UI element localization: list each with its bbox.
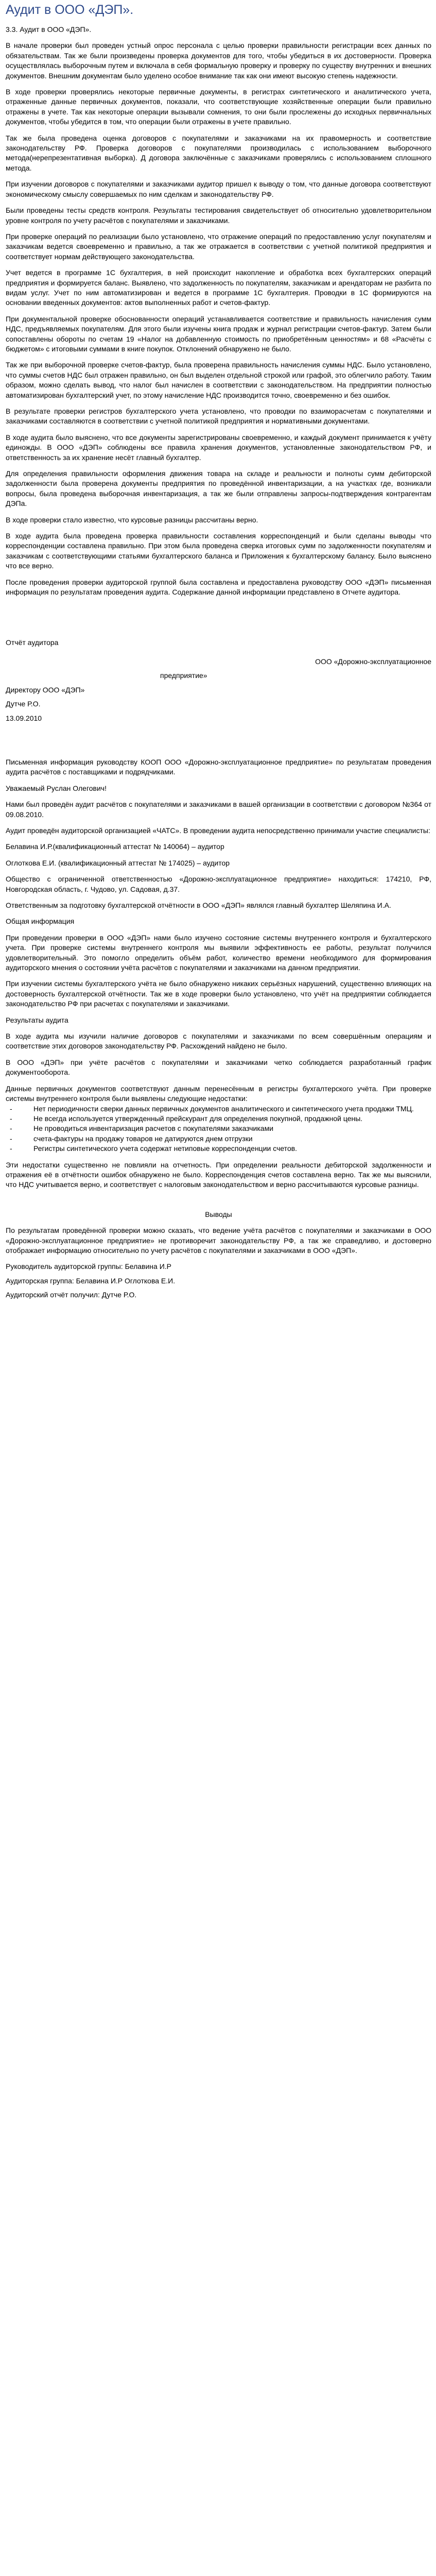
narrative-paragraph: Для определения правильности оформления движения товара на складе и реальности и полноты сумм дебиторской задолженности была проверена документы предприятия по проведённой инвентаризации, а на участках где, возникали вопросы, была проведена выборочная инвентаризация, а так же были отправлены запросы-подтверждения контрагентам ДЭПа. bbox=[6, 469, 431, 508]
deficiency-item bbox=[6, 1114, 431, 1124]
narrative-paragraph: В ходе проверки проверялись некоторые первичные документы, в регистрах синтетического и аналитического учета, отраженные данные первичных документов, показали, что соответствующие хозяйственные операции были правильно отражены в учете. Так как некоторые операции вызывали сомнения, то они были прослежены до исходных первичнальных документов, чтобы убедится в том, что операции были отражены в учете правильно. bbox=[6, 88, 431, 126]
deficiency-text: Регистры синтетического учета содержат нетиповые корреспонденции счетов. bbox=[33, 1144, 298, 1153]
letter-paragraph: Эти недостатки существенно не повлияли на отчетность. При определении реальности дебиторской задолженности и отражения её в отчётности ошибок обнаружено не было. Корреспонденция счетов составлена верно. Так же мы выяснили, что НДС учитывается верно, и соответствует с налоговым законодательством и верно рассчитываются курсовые разницы. bbox=[6, 1160, 431, 1189]
report-org-line1: ООО «Дорожно-эксплуатационное bbox=[315, 657, 431, 666]
report-director-line: Директору ООО «ДЭП» bbox=[6, 685, 85, 694]
specialist-2: Оглоткова Е.И. (квалификационный аттестат № 174025) – аудитор bbox=[6, 858, 230, 867]
audit-narrative bbox=[6, 41, 431, 597]
dash-bullet-icon: - bbox=[10, 1134, 12, 1143]
narrative-paragraph: При проверке операций по реализации было установлено, что отражение операций по предоставлению услуг покупателям и заказчикам ведется своевременно и правильно, а так же отражается в соответствии с учетной политикой предприятия и соответствует нормам действующего законодательства. bbox=[6, 232, 431, 261]
conclusions-heading: Выводы bbox=[205, 1210, 232, 1218]
narrative-paragraph: При изучении договоров с покупателями и заказчиками аудитор пришел к выводу о том, что данные договора соответствуют экономическому смыслу совершаемых по ним сделкам и законодательству РФ. bbox=[6, 180, 431, 198]
dash-bullet-icon: - bbox=[10, 1114, 12, 1123]
dash-bullet-icon: - bbox=[10, 1124, 12, 1133]
section-heading: 3.3. Аудит в ООО «ДЭП». bbox=[6, 25, 92, 33]
narrative-paragraph: После проведения проверки аудиторской группой была составлена и предоставлена руководству ООО «ДЭП» письменная информация по результатам проведения аудита. Содержание данной информации представлено в Отчете аудитора. bbox=[6, 578, 431, 597]
results-heading: Результаты аудита bbox=[6, 1015, 68, 1024]
deficiency-item bbox=[6, 1124, 431, 1133]
deficiency-item bbox=[6, 1134, 431, 1144]
specialist-1: Белавина И.Р.(квалификационный аттестат № 140064) – аудитор bbox=[6, 842, 224, 851]
deficiency-item bbox=[6, 1104, 431, 1114]
signature-received: Аудиторский отчёт получил: Дутче Р.О. bbox=[6, 1291, 137, 1299]
general-info-heading: Общая информация bbox=[6, 917, 75, 926]
letter-paragraph: Нами был проведён аудит расчётов с покупателями и заказчиками в вашей организации в соответствии с договором №364 от 09.08.2010. bbox=[6, 800, 431, 819]
letter-paragraph: Общество с ограниченной ответственностью «Дорожно-эксплуатационное предприятие» находиться: 174210, РФ, Новгородская область, г. Чудово, ул. Садовая, д.37. bbox=[6, 875, 431, 893]
dash-bullet-icon: - bbox=[10, 1104, 12, 1113]
report-date: 13.09.2010 bbox=[6, 714, 42, 722]
signature-lead: Руководитель аудиторской группы: Белавина И.Р bbox=[6, 1262, 171, 1271]
letter-paragraph: При изучении системы бухгалтерского учёта не было обнаружено никаких серьёзных нарушений, существенно влияющих на достоверность бухгалтерской отчётности. Так же в ходе проверки было установлено, что учёт на предприятии соблюдается законодательство РФ при расчетах с покупателями и заказчиками. bbox=[6, 979, 431, 1008]
report-title: Отчёт аудитора bbox=[6, 638, 59, 647]
deficiency-list bbox=[6, 1104, 431, 1154]
narrative-paragraph: Так же при выборочной проверке счетов-фактур, была проверена правильность начисления суммы НДС. Было установлено, что суммы счетов НДС был отражен правильно, он был выделен отдельной строкой или графой, это облегчило работу. Таким образом, можно сделать вывод, что налог был начислен в соответствии с законодательством. На предприятии полностью автоматизирован бухгалтерский учет, по этому начисление НДС производится точно, своевременно и без ошибок. bbox=[6, 361, 431, 399]
page-title: Аудит в ООО «ДЭП». bbox=[6, 3, 134, 17]
dash-bullet-icon: - bbox=[10, 1144, 12, 1153]
document-content bbox=[6, 25, 431, 1300]
letter-paragraph: Аудит проведён аудиторской организацией «ЧАТС». В проведении аудита непосредственно принимали участие специалисты: bbox=[6, 826, 430, 835]
narrative-paragraph: В начале проверки был проведен устный опрос персонала с целью проверки правильности регистрации всех данных по обязательствам. Так же были произведены проверка документов для того, чтобы убедиться в их достоверности. Проверка осуществлялась выборочным путем и включала в себя формальную проверку и проверку по существу внутренних и внешних документов. Внешним документам было уделено особое внимание так как они имеют высокую степень надежности. bbox=[6, 41, 431, 80]
narrative-paragraph: В ходе аудита была проведена проверка правильности составления корреспонденций и были сделаны выводы что корреспонденции составлена правильно. При этом была проведена сверка итоговых сумм по задолженности покупателям и заказчикам с соответствующими статьями бухгалтерского баланса и Приложения к бухгалтерскому балансу. Было выяснено что все верно. bbox=[6, 532, 431, 570]
narrative-paragraph: Учет ведется в программе 1С бухгалтерия, в ней происходит накопление и обработка всех бухгалтерских операций предприятия и формируется баланс. Выявлено, что задолженность по покупателям, заказчикам и арендаторам не разбита по видам услуг. Учет по ним автоматизирован и ведется в программе 1С бухгалтерия. Проводки в 1С формируются на основании введенных документов: актов выполненных работ и счетов-фактур. bbox=[6, 268, 431, 307]
deficiency-text: счета-фактуры на продажу товаров не датируются днем отгрузки bbox=[33, 1134, 253, 1143]
narrative-paragraph: В ходе аудита было выяснено, что все документы зарегистрированы своевременно, и каждый документ принимается к учёту единожды. В ООО «ДЭП» соблюдены все правила хранения документов, установленные законодательством РФ, и ответственность за их хранение несёт главный бухгалтер. bbox=[6, 433, 431, 462]
letter-intro: Письменная информация руководству КООП ООО «Дорожно-эксплуатационное предприятие» по результатам проведения аудита расчётов с поставщиками и подрядчиками. bbox=[6, 757, 431, 776]
deficiency-text: Не всегда используется утвержденный прейскурант для определения покупной, продажной цены. bbox=[33, 1114, 363, 1123]
letter-paragraph: Ответственным за подготовку бухгалтерской отчётности в ООО «ДЭП» являлся главный бухгалтер Шеляпина И.А. bbox=[6, 901, 391, 909]
signature-group: Аудиторская группа: Белавина И.Р Оглоткова Е.И. bbox=[6, 1276, 176, 1285]
deficiency-item bbox=[6, 1144, 431, 1154]
letter-paragraph: В ООО «ДЭП» при учёте расчётов с покупателями и заказчиками четко соблюдается разработанный график документооборота. bbox=[6, 1058, 431, 1077]
narrative-paragraph: В ходе проверки стало известно, что курсовые разницы рассчитаны верно. bbox=[6, 515, 258, 524]
narrative-paragraph: Так же была проведена оценка договоров с покупателями и заказчиками на их правомерность и соответствие законодательству РФ. Проверка договоров с покупателями производилась с использованием выборочного метода(нерепрезентативная выборка). Д договора заключённые с заказчиками проверялись с использованием сплошного метода. bbox=[6, 133, 431, 172]
report-director-name: Дутче Р.О. bbox=[6, 700, 41, 708]
deficiency-text: Нет периодичности сверки данных первичных документов аналитического и синтетического учета продажи ТМЦ. bbox=[33, 1104, 414, 1113]
letter-paragraph: По результатам проведённой проверки можно сказать, что ведение учёта расчётов с покупателями и заказчиками в ООО «Дорожно-эксплуатационное предприятие» не противоречит законодательству РФ, а так же справедливо, и достоверно отображает информацию относительно по учету расчётов с покупателями и заказчиками в ООО «ДЭП». bbox=[6, 1226, 431, 1255]
letter-paragraph: В ходе аудита мы изучили наличие договоров с покупателями и заказчиками по всем совершённым операциям и соответствие этих договоров законодательству РФ. Расхождений найдено не было. bbox=[6, 1032, 431, 1050]
letter-greeting: Уважаемый Руслан Олегович! bbox=[6, 784, 107, 792]
deficiency-text: Не проводиться инвентаризация расчетов с покупателями заказчиками bbox=[33, 1124, 274, 1133]
narrative-paragraph: В результате проверки регистров бухгалтерского учета установлено, что проводки по взаиморасчетам с покупателями и заказчиками составляются в соответствии с учетной политикой предприятия и нормативными документами. bbox=[6, 407, 431, 426]
letter-paragraph: Данные первичных документов соответствуют данным перенесённым в регистры бухгалтерского учёта. При проверке системы внутреннего контроля были выявлены следующие недостатки: bbox=[6, 1084, 431, 1103]
letter-paragraph: При проведении проверки в ООО «ДЭП» нами было изучено состояние системы внутреннего контроля и бухгалтерского учета. При проверке системы внутреннего контроля мы выявили эффективность ее работы, результат получился удовлетворительный. Это помогло определить объём работ, количество времени необходимого для формирования аудиторского мнения о состоянии учёта расчётов с покупателями и заказчиками на данном предприятии. bbox=[6, 933, 431, 972]
report-org-line2: предприятие» bbox=[160, 671, 207, 680]
narrative-paragraph: Были проведены тесты средств контроля. Результаты тестирования свидетельствует об относительно удовлетворительном уровне контроля по учету расчётов с покупателями и заказчиками. bbox=[6, 206, 431, 225]
narrative-paragraph: При документальной проверке обоснованности операций устанавливается соответствие и правильность начисления сумм НДС, предъявляемых покупателям. Для этого были изучены книга продаж и журнал регистрации счетов-фактур. Затем были сопоставлены обороты по счетам 19 «Налог на добавленную стоимость по приобретённым ценностям» и 68 «Расчёты с бюджетом» с итоговыми суммами в книге покупок. Отклонений обнаружено не было. bbox=[6, 314, 431, 353]
